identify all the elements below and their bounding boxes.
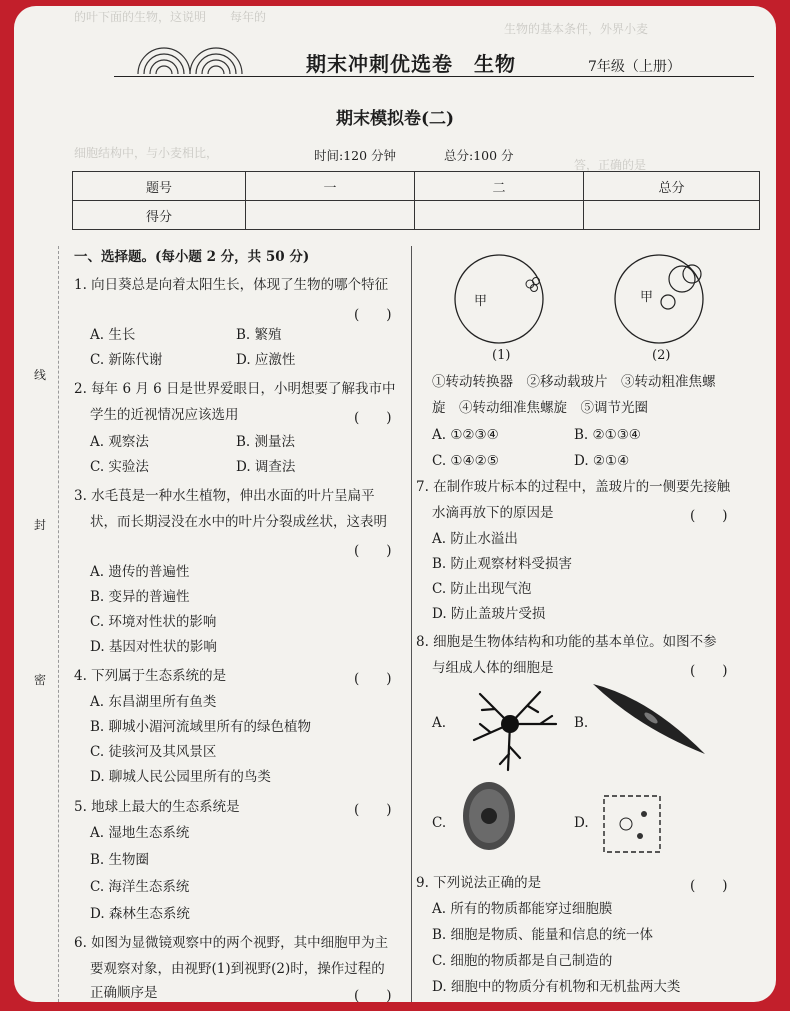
table-row bbox=[73, 172, 760, 201]
score-table bbox=[72, 171, 760, 230]
option: C. 环境对性状的影响 bbox=[90, 614, 217, 630]
bleed-through-text: 的叶下面的生物，这说明 每年的 bbox=[74, 10, 267, 24]
question-stem: 要观察对象，由视野(1)到视野(2)时，操作过程的 bbox=[90, 961, 385, 977]
question-stem: 7. 在制作玻片标本的过程中，盖玻片的一侧要先接触 bbox=[416, 479, 731, 495]
option: B. 繁殖 bbox=[236, 327, 282, 343]
option: A. 观察法 bbox=[90, 434, 149, 450]
option: A. 湿地生态系统 bbox=[90, 825, 190, 841]
figure-label: (1) bbox=[492, 348, 511, 363]
table-cell: 总分 bbox=[584, 172, 760, 201]
table-cell: 得分 bbox=[73, 201, 246, 230]
bleed-through-text: 答，正确的是 bbox=[574, 158, 647, 172]
table-cell bbox=[246, 201, 415, 230]
question-stem: 学生的近视情况应该选用 bbox=[90, 407, 239, 423]
question-stem: 1. 向日葵总是向着太阳生长，体现了生物的哪个特征 bbox=[74, 277, 389, 293]
answer-paren: ( ) bbox=[354, 410, 392, 426]
binding-label: 封 bbox=[34, 518, 47, 532]
question-stem: 6. 如图为显微镜观察中的两个视野，其中细胞甲为主 bbox=[74, 935, 389, 951]
answer-paren: ( ) bbox=[690, 663, 728, 679]
question-stem: 4. 下列属于生态系统的是 bbox=[74, 668, 227, 684]
table-cell: 题号 bbox=[73, 172, 246, 201]
time-label: 时间:120 分钟 bbox=[314, 148, 397, 163]
round-cell-icon bbox=[454, 776, 524, 856]
option: C. 徒骇河及其风景区 bbox=[90, 744, 217, 760]
microscope-fields-figure bbox=[454, 254, 724, 354]
answer-paren: ( ) bbox=[354, 988, 392, 1002]
question-stem: 2. 每年 6 月 6 日是世界爱眼日，小明想要了解我市中 bbox=[74, 381, 396, 397]
answer-paren: ( ) bbox=[690, 878, 728, 894]
option: B. 测量法 bbox=[236, 434, 296, 450]
answer-paren: ( ) bbox=[354, 307, 392, 323]
option: B. 聊城小湄河流域里所有的绿色植物 bbox=[90, 719, 312, 735]
option: A. ①②③④ bbox=[432, 427, 499, 443]
question-stem: 正确顺序是 bbox=[90, 985, 158, 1001]
option: A. 所有的物质都能穿过细胞膜 bbox=[432, 901, 613, 917]
option: C. 实验法 bbox=[90, 459, 149, 475]
option: C. bbox=[432, 815, 447, 831]
spindle-cell-icon bbox=[589, 678, 709, 758]
plant-cell-icon bbox=[594, 788, 674, 860]
figure-label: (2) bbox=[652, 348, 671, 363]
option: A. bbox=[432, 715, 447, 731]
grade-label: 7年级（上册） bbox=[588, 59, 681, 75]
series-title: 期末冲刺优选卷 生物 bbox=[306, 52, 516, 76]
question-stem: 与组成人体的细胞是 bbox=[432, 660, 554, 676]
figure-label: 甲 bbox=[474, 294, 488, 309]
option: A. 遗传的普遍性 bbox=[90, 564, 190, 580]
option: C. 细胞的物质都是自己制造的 bbox=[432, 953, 613, 969]
option: C. 海洋生态系统 bbox=[90, 879, 190, 895]
option: D. 细胞中的物质分有机物和无机盐两大类 bbox=[432, 979, 681, 995]
question-stem: 状，而长期浸没在水中的叶片分裂成丝状，这表明 bbox=[90, 514, 387, 530]
table-cell bbox=[415, 201, 584, 230]
section-title: 一、选择题。(每小题 2 分，共 50 分) bbox=[74, 249, 310, 265]
option: D. bbox=[574, 815, 589, 831]
option: D. 应激性 bbox=[236, 352, 296, 368]
figure-label: 甲 bbox=[640, 290, 654, 305]
answer-paren: ( ) bbox=[354, 543, 392, 559]
option: C. ①④②⑤ bbox=[432, 453, 499, 469]
table-cell: 二 bbox=[415, 172, 584, 201]
option: B. 生物圈 bbox=[90, 852, 150, 868]
option: B. 变异的普遍性 bbox=[90, 589, 190, 605]
table-row bbox=[73, 201, 760, 230]
exam-title: 期末模拟卷(二) bbox=[335, 109, 455, 129]
question-stem: 9. 下列说法正确的是 bbox=[416, 875, 542, 891]
option: B. ②①③④ bbox=[574, 427, 641, 443]
binding-label: 线 bbox=[34, 368, 47, 382]
question-text: 旋 ④转动细准焦螺旋 ⑤调节光圈 bbox=[432, 400, 648, 416]
option: D. 调查法 bbox=[236, 459, 296, 475]
option: C. 新陈代谢 bbox=[90, 352, 163, 368]
question-stem: 3. 水毛茛是一种水生植物，伸出水面的叶片呈扁平 bbox=[74, 488, 375, 504]
total-score-label: 总分:100 分 bbox=[444, 148, 514, 163]
option: B. 细胞是物质、能量和信息的统一体 bbox=[432, 927, 654, 943]
option: C. 防止出现气泡 bbox=[432, 581, 532, 597]
question-stem: 水滴再放下的原因是 bbox=[432, 505, 554, 521]
option: A. 防止水溢出 bbox=[432, 531, 518, 547]
exam-page bbox=[14, 6, 776, 1002]
binding-line bbox=[58, 246, 59, 1002]
table-cell: 一 bbox=[246, 172, 415, 201]
option: A. 生长 bbox=[90, 327, 136, 343]
option: D. 森林生态系统 bbox=[90, 906, 190, 922]
answer-paren: ( ) bbox=[354, 802, 392, 818]
question-stem: 5. 地球上最大的生态系统是 bbox=[74, 799, 240, 815]
option: D. 防止盖玻片受损 bbox=[432, 606, 546, 622]
option: B. bbox=[574, 715, 589, 731]
option: A. 东昌湖里所有鱼类 bbox=[90, 694, 217, 710]
answer-paren: ( ) bbox=[690, 508, 728, 524]
arch-decoration-icon bbox=[132, 40, 252, 76]
option: D. 聊城人民公园里所有的鸟类 bbox=[90, 769, 271, 785]
neuron-cell-icon bbox=[460, 684, 570, 774]
option: D. ②①④ bbox=[574, 453, 630, 469]
column-divider bbox=[411, 246, 412, 1002]
bleed-through-text: 生物的基本条件，外界小麦 bbox=[504, 22, 649, 36]
question-stem: 8. 细胞是生物体结构和功能的基本单位。如图不参 bbox=[416, 634, 717, 650]
question-text: ①转动转换器 ②移动载玻片 ③转动粗准焦螺 bbox=[432, 374, 716, 390]
option: D. 基因对性状的影响 bbox=[90, 639, 217, 655]
option: B. 防止观察材料受损害 bbox=[432, 556, 573, 572]
bleed-through-text: 细胞结构中，与小麦相比， bbox=[74, 146, 219, 160]
answer-paren: ( ) bbox=[354, 671, 392, 687]
table-cell bbox=[584, 201, 760, 230]
binding-label: 密 bbox=[34, 673, 47, 687]
